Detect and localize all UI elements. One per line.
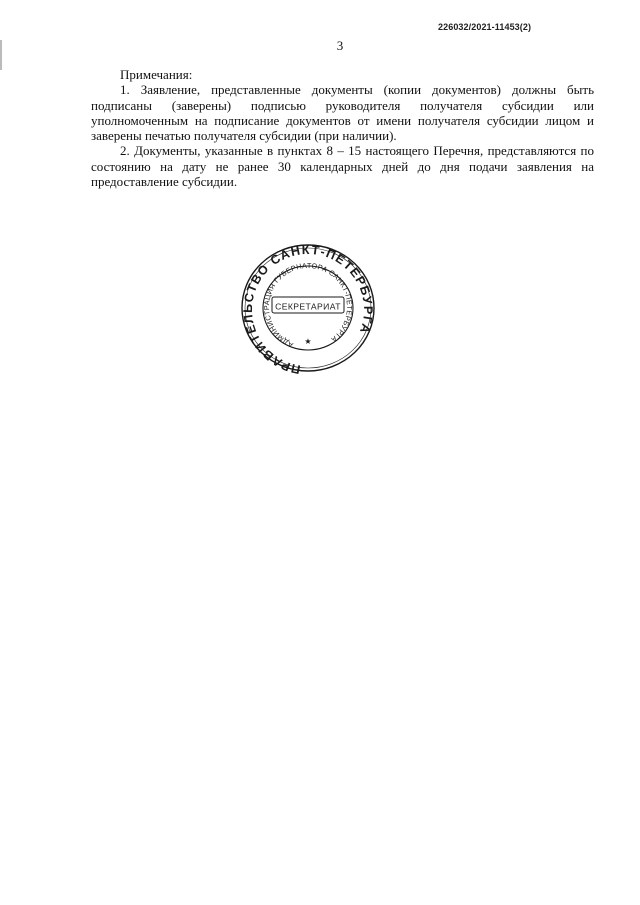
notes-section: [91, 67, 594, 189]
note-item-2: 2. Документы, указанные в пунктах 8 – 15 настоящего Перечня, представляются по состоянию на дату не ранее 30 календарных дней до дня подачи заявления на предоставление субсидии.: [91, 143, 594, 190]
page-number: 3: [336, 38, 344, 53]
official-seal: [238, 242, 378, 377]
note-item-1: 1. Заявление, представленные документы (копии документов) должны быть подписаны (заверены) подписью руководителя получателя субсидии или уполномоченным на подписание документов от имени получателя субсидии лицом и заверены печатью получателя субсидии (при наличии).: [91, 82, 594, 144]
seal-star-icon: ★: [304, 337, 312, 346]
seal-outer-text: ПРАВИТЕЛЬСТВО САНКТ-ПЕТЕРБУРГА: [240, 242, 376, 377]
seal-icon: [238, 242, 378, 377]
registration-number: 226032/2021-11453(2): [438, 22, 532, 32]
seal-center-text: СЕКРЕТАРИАТ: [275, 301, 341, 312]
seal-inner-text: АДМИНИСТРАЦИЯ ГУБЕРНАТОРА САНКТ-ПЕТЕРБУРГА: [262, 260, 355, 350]
notes-title: Примечания:: [120, 67, 193, 82]
